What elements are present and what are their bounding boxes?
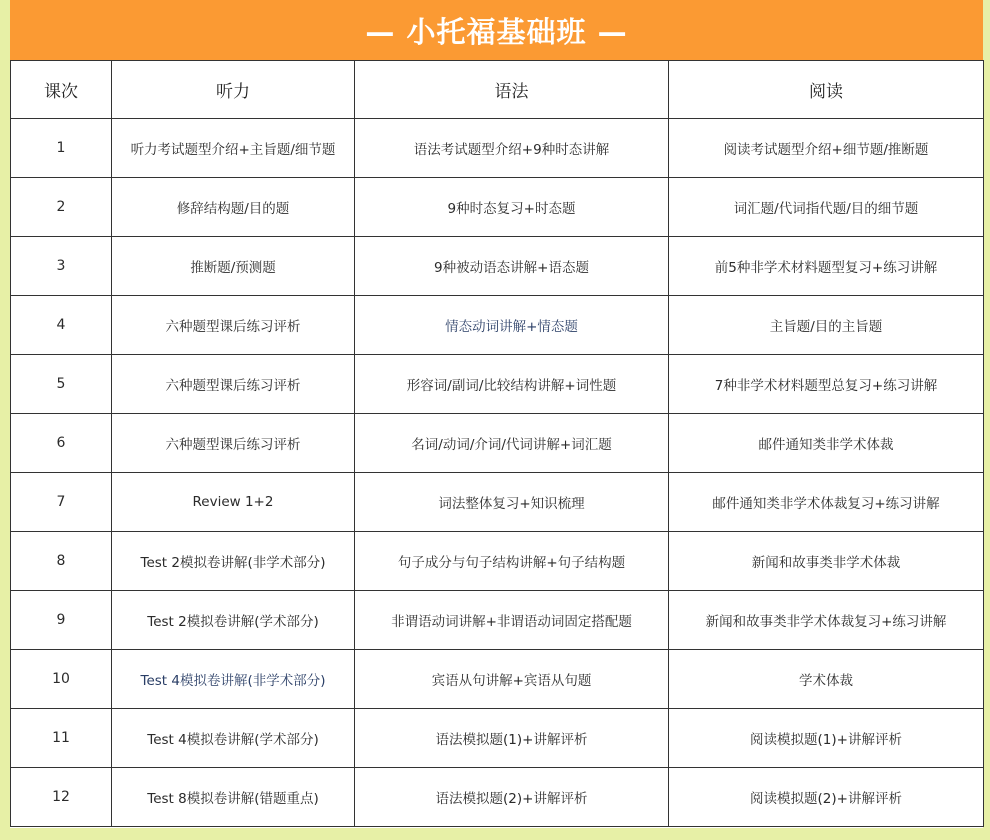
reading-cell: 阅读模拟题(1)+讲解评析	[669, 709, 984, 768]
lesson-number: 4	[11, 296, 112, 355]
lesson-number: 12	[11, 768, 112, 827]
listening-cell: Test 2模拟卷讲解(学术部分)	[112, 591, 355, 650]
reading-cell: 主旨题/目的主旨题	[669, 296, 984, 355]
listening-cell: 推断题/预测题	[112, 237, 355, 296]
grammar-cell: 情态动词讲解+情态题	[355, 296, 669, 355]
reading-cell: 邮件通知类非学术体裁	[669, 414, 984, 473]
course-title-banner	[10, 0, 983, 60]
grammar-cell: 形容词/副词/比较结构讲解+词性题	[355, 355, 669, 414]
course-title: — 小托福基础班 —	[365, 14, 628, 49]
table-row	[11, 709, 984, 768]
table-row	[11, 119, 984, 178]
reading-cell: 新闻和故事类非学术体裁	[669, 532, 984, 591]
course-schedule-table	[10, 60, 984, 827]
reading-cell: 前5种非学术材料题型复习+练习讲解	[669, 237, 984, 296]
grammar-cell: 9种被动语态讲解+语态题	[355, 237, 669, 296]
listening-cell: 六种题型课后练习评析	[112, 296, 355, 355]
grammar-cell: 句子成分与句子结构讲解+句子结构题	[355, 532, 669, 591]
grammar-cell: 9种时态复习+时态题	[355, 178, 669, 237]
listening-cell: Test 2模拟卷讲解(非学术部分)	[112, 532, 355, 591]
table-row	[11, 473, 984, 532]
listening-cell: 听力考试题型介绍+主旨题/细节题	[112, 119, 355, 178]
table-row	[11, 768, 984, 827]
table-row	[11, 414, 984, 473]
table-row	[11, 591, 984, 650]
table-row	[11, 532, 984, 591]
grammar-cell: 语法考试题型介绍+9种时态讲解	[355, 119, 669, 178]
lesson-number: 7	[11, 473, 112, 532]
grammar-cell: 宾语从句讲解+宾语从句题	[355, 650, 669, 709]
grammar-cell: 词法整体复习+知识梳理	[355, 473, 669, 532]
lesson-number: 2	[11, 178, 112, 237]
schedule-card	[10, 0, 983, 828]
reading-cell: 学术体裁	[669, 650, 984, 709]
lesson-number: 11	[11, 709, 112, 768]
reading-cell: 新闻和故事类非学术体裁复习+练习讲解	[669, 591, 984, 650]
lesson-number: 8	[11, 532, 112, 591]
lesson-number: 5	[11, 355, 112, 414]
table-row	[11, 178, 984, 237]
header-listening: 听力	[112, 61, 355, 119]
listening-cell: 六种题型课后练习评析	[112, 355, 355, 414]
reading-cell: 词汇题/代词指代题/目的细节题	[669, 178, 984, 237]
reading-cell: 邮件通知类非学术体裁复习+练习讲解	[669, 473, 984, 532]
listening-cell: Review 1+2	[112, 473, 355, 532]
reading-cell: 7种非学术材料题型总复习+练习讲解	[669, 355, 984, 414]
lesson-number: 9	[11, 591, 112, 650]
listening-cell: 六种题型课后练习评析	[112, 414, 355, 473]
listening-cell: Test 8模拟卷讲解(错题重点)	[112, 768, 355, 827]
lesson-number: 3	[11, 237, 112, 296]
header-grammar: 语法	[355, 61, 669, 119]
reading-cell: 阅读模拟题(2)+讲解评析	[669, 768, 984, 827]
lesson-number: 6	[11, 414, 112, 473]
header-row	[11, 61, 984, 119]
table-row	[11, 650, 984, 709]
header-reading: 阅读	[669, 61, 984, 119]
table-row	[11, 355, 984, 414]
listening-cell: 修辞结构题/目的题	[112, 178, 355, 237]
lesson-number: 10	[11, 650, 112, 709]
grammar-cell: 名词/动词/介词/代词讲解+词汇题	[355, 414, 669, 473]
listening-cell: Test 4模拟卷讲解(非学术部分)	[112, 650, 355, 709]
header-lesson: 课次	[11, 61, 112, 119]
lesson-number: 1	[11, 119, 112, 178]
grammar-cell: 语法模拟题(1)+讲解评析	[355, 709, 669, 768]
table-row	[11, 296, 984, 355]
reading-cell: 阅读考试题型介绍+细节题/推断题	[669, 119, 984, 178]
table-row	[11, 237, 984, 296]
listening-cell: Test 4模拟卷讲解(学术部分)	[112, 709, 355, 768]
grammar-cell: 语法模拟题(2)+讲解评析	[355, 768, 669, 827]
grammar-cell: 非谓语动词讲解+非谓语动词固定搭配题	[355, 591, 669, 650]
